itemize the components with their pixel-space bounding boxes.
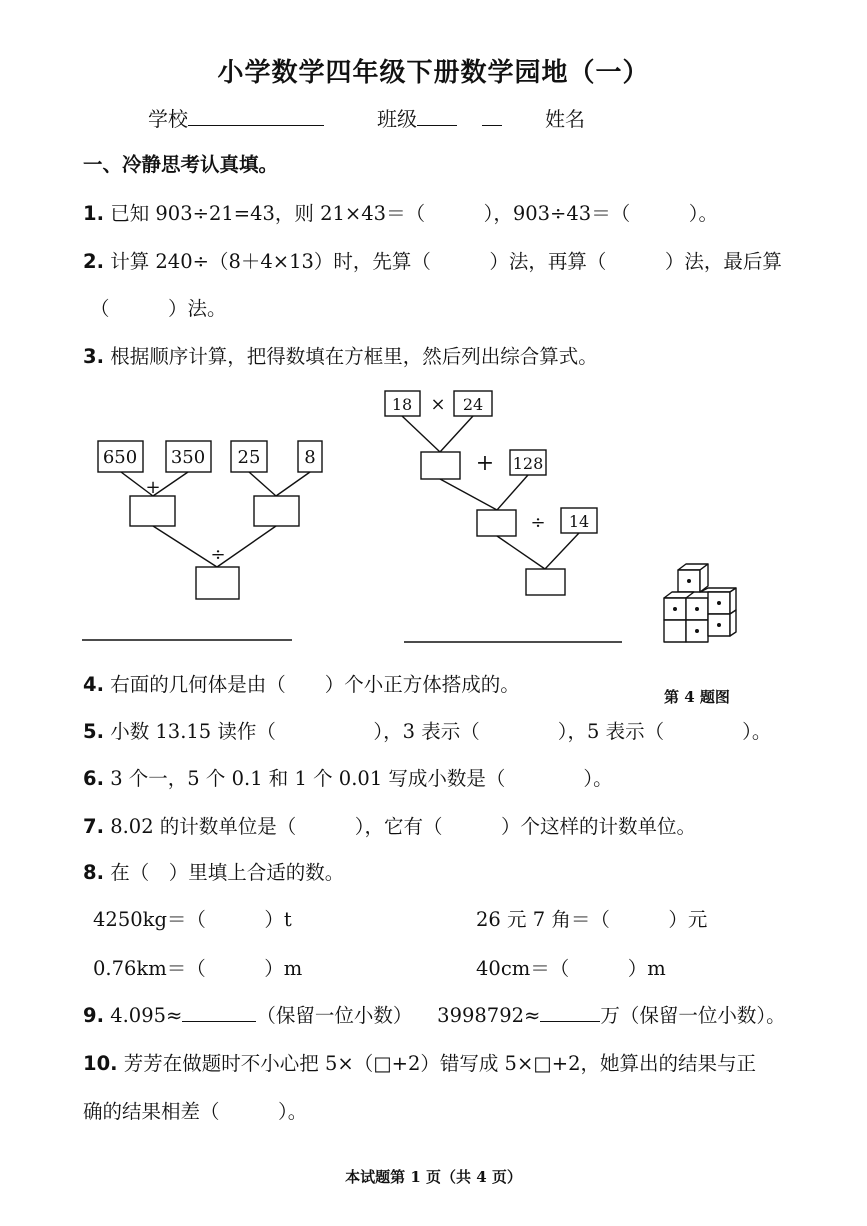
question-6 — [83, 763, 613, 791]
tree-right-answer-box-3[interactable] — [526, 569, 565, 595]
conversion-item-d: 40cm＝（ ）m — [476, 957, 666, 980]
question-2 — [83, 246, 782, 274]
question-text: 小数 13.15 读作（ ），3 表示（ ），5 表示（ ）。 — [110, 720, 772, 743]
question-9 — [83, 1000, 786, 1028]
tree-left-answer-box-3[interactable] — [196, 567, 239, 599]
tree-left-answer-box-2[interactable] — [254, 496, 299, 526]
answer-blank-2[interactable] — [540, 1003, 600, 1022]
question-number: 9. — [83, 1004, 104, 1027]
tree-right-number-128: 128 — [512, 454, 544, 473]
tree-left-number-8: 8 — [304, 447, 316, 468]
question-text-part1: 4.095≈ — [110, 1004, 183, 1027]
question-7 — [83, 811, 696, 839]
school-label: 学校 — [148, 107, 188, 131]
page-footer: 本试题第 1 页（共 4 页） — [345, 1168, 522, 1186]
question-number: 5. — [83, 720, 104, 743]
conversion-item-a: 4250kg＝（ ）t — [93, 908, 292, 931]
question-text: 在（ ）里填上合适的数。 — [110, 861, 345, 884]
question-text: 8.02 的计数单位是（ ），它有（ ）个这样的计数单位。 — [110, 815, 697, 838]
section-heading: 一、冷静思考认真填。 — [83, 153, 279, 176]
class-blank[interactable] — [417, 107, 457, 126]
name-label: 姓名 — [545, 107, 585, 131]
tree-right-answer-box-2[interactable] — [477, 510, 516, 536]
question-number: 10. — [83, 1052, 118, 1075]
tree-right-operator-times: × — [430, 394, 446, 415]
question-text-part4: 万（保留一位小数）。 — [600, 1004, 786, 1027]
question-text: 根据顺序计算，把得数填在方框里，然后列出综合算式。 — [110, 345, 598, 368]
tree-right-operator-plus: + — [475, 451, 495, 476]
cubes-figure — [660, 562, 742, 658]
question-3 — [83, 341, 598, 369]
question-number: 8. — [83, 861, 104, 884]
question-text: 计算 240÷（8＋4×13）时，先算（ ）法，再算（ ）法，最后算 — [110, 250, 782, 273]
tree-left-number-25: 25 — [237, 447, 261, 468]
question-number: 1. — [83, 202, 104, 225]
school-field — [148, 103, 324, 132]
class-field — [377, 103, 502, 132]
figure-caption: 第 4 题图 — [664, 688, 730, 706]
question-text: 3 个一，5 个 0.1 和 1 个 0.01 写成小数是（ ）。 — [110, 767, 613, 790]
question-number: 6. — [83, 767, 104, 790]
tree-right-number-24: 24 — [462, 395, 484, 414]
tree-left-operator-divide: ÷ — [210, 544, 226, 565]
question-4 — [83, 669, 520, 697]
question-5 — [83, 716, 771, 744]
school-blank[interactable] — [188, 107, 324, 126]
tree-right-number-18: 18 — [391, 395, 413, 414]
question-number: 4. — [83, 673, 104, 696]
question-8 — [83, 857, 344, 885]
question-10 — [83, 1048, 756, 1076]
question-text: 芳芳在做题时不小心把 5×（□+2）错写成 5×□+2，她算出的结果与正 — [123, 1052, 756, 1075]
question-2-line2: （ ）法。 — [90, 297, 227, 320]
class-label: 班级 — [377, 107, 417, 131]
conversion-item-b: 26 元 7 角＝（ ）元 — [476, 908, 708, 931]
tree-left-operator-plus: + — [145, 477, 161, 498]
question-10-line2: 确的结果相差（ ）。 — [83, 1100, 308, 1123]
answer-blank-1[interactable] — [182, 1003, 256, 1022]
question-number: 2. — [83, 250, 104, 273]
question-text: 已知 903÷21=43，则 21×43＝（ ），903÷43＝（ ）。 — [110, 202, 718, 225]
tree-left-answer-box-1[interactable] — [130, 496, 175, 526]
page-title: 小学数学四年级下册数学园地（一） — [217, 58, 650, 88]
question-number: 3. — [83, 345, 104, 368]
tree-left-number-650: 650 — [102, 447, 138, 468]
question-number: 7. — [83, 815, 104, 838]
class-blank-2[interactable] — [482, 107, 502, 126]
tree-right-operator-divide: ÷ — [530, 512, 546, 533]
question-1 — [83, 198, 718, 226]
question-text-part2: （保留一位小数） — [256, 1004, 413, 1027]
question-text-part3: 3998792≈ — [437, 1004, 541, 1027]
tree-right-number-14: 14 — [568, 512, 590, 531]
name-field — [545, 103, 585, 132]
question-text: 右面的几何体是由（ ）个小正方体搭成的。 — [110, 673, 520, 696]
tree-right-answer-box-1[interactable] — [421, 452, 460, 479]
conversion-item-c: 0.76km＝（ ）m — [93, 957, 303, 980]
tree-left-number-350: 350 — [170, 447, 206, 468]
